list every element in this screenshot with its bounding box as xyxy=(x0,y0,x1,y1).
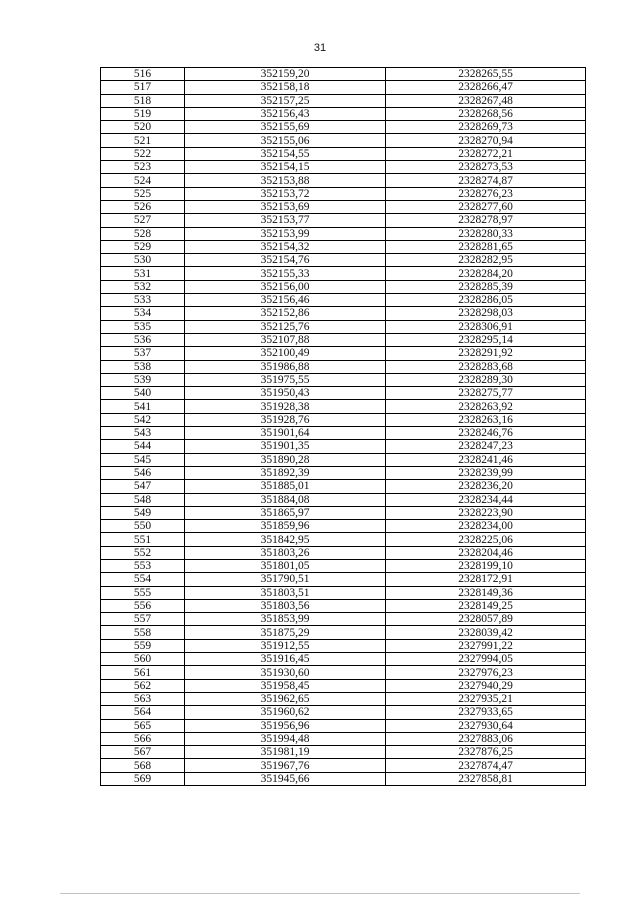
y-coordinate-cell: 2328239,99 xyxy=(386,466,586,479)
x-coordinate-cell: 351803,56 xyxy=(185,599,386,612)
point-number-cell: 529 xyxy=(101,240,185,253)
point-number-cell: 557 xyxy=(101,613,185,626)
y-coordinate-cell: 2327930,64 xyxy=(386,719,586,732)
point-number-cell: 567 xyxy=(101,746,185,759)
y-coordinate-cell: 2328274,87 xyxy=(386,174,586,187)
x-coordinate-cell: 351801,05 xyxy=(185,559,386,572)
point-number-cell: 540 xyxy=(101,387,185,400)
table-row xyxy=(101,94,586,107)
table-row xyxy=(101,613,586,626)
y-coordinate-cell: 2328282,95 xyxy=(386,254,586,267)
table-row xyxy=(101,746,586,759)
point-number-cell: 526 xyxy=(101,200,185,213)
point-number-cell: 558 xyxy=(101,626,185,639)
x-coordinate-cell: 351803,51 xyxy=(185,586,386,599)
y-coordinate-cell: 2327883,06 xyxy=(386,732,586,745)
point-number-cell: 538 xyxy=(101,360,185,373)
point-number-cell: 564 xyxy=(101,706,185,719)
x-coordinate-cell: 352155,06 xyxy=(185,134,386,147)
y-coordinate-cell: 2328276,23 xyxy=(386,187,586,200)
table-row xyxy=(101,546,586,559)
y-coordinate-cell: 2328275,77 xyxy=(386,387,586,400)
x-coordinate-cell: 352155,69 xyxy=(185,121,386,134)
table-row xyxy=(101,413,586,426)
y-coordinate-cell: 2328236,20 xyxy=(386,480,586,493)
x-coordinate-cell: 352153,99 xyxy=(185,227,386,240)
y-coordinate-cell: 2328283,68 xyxy=(386,360,586,373)
y-coordinate-cell: 2328277,60 xyxy=(386,200,586,213)
table-row xyxy=(101,692,586,705)
table-row xyxy=(101,81,586,94)
point-number-cell: 530 xyxy=(101,254,185,267)
point-number-cell: 518 xyxy=(101,94,185,107)
point-number-cell: 545 xyxy=(101,453,185,466)
point-number-cell: 539 xyxy=(101,373,185,386)
point-number-cell: 523 xyxy=(101,161,185,174)
x-coordinate-cell: 352153,88 xyxy=(185,174,386,187)
x-coordinate-cell: 351865,97 xyxy=(185,506,386,519)
y-coordinate-cell: 2328298,03 xyxy=(386,307,586,320)
y-coordinate-cell: 2327935,21 xyxy=(386,692,586,705)
point-number-cell: 554 xyxy=(101,573,185,586)
point-number-cell: 522 xyxy=(101,147,185,160)
point-number-cell: 551 xyxy=(101,533,185,546)
table-row xyxy=(101,254,586,267)
point-number-cell: 521 xyxy=(101,134,185,147)
point-number-cell: 516 xyxy=(101,68,185,81)
y-coordinate-cell: 2328263,16 xyxy=(386,413,586,426)
point-number-cell: 543 xyxy=(101,427,185,440)
point-number-cell: 550 xyxy=(101,520,185,533)
y-coordinate-cell: 2328204,46 xyxy=(386,546,586,559)
y-coordinate-cell: 2328266,47 xyxy=(386,81,586,94)
y-coordinate-cell: 2327994,05 xyxy=(386,653,586,666)
x-coordinate-cell: 352155,33 xyxy=(185,267,386,280)
table-row xyxy=(101,559,586,572)
point-number-cell: 568 xyxy=(101,759,185,772)
table-row xyxy=(101,320,586,333)
point-number-cell: 533 xyxy=(101,294,185,307)
point-number-cell: 537 xyxy=(101,347,185,360)
x-coordinate-cell: 351884,08 xyxy=(185,493,386,506)
x-coordinate-cell: 351962,65 xyxy=(185,692,386,705)
table-row xyxy=(101,679,586,692)
table-row xyxy=(101,480,586,493)
point-number-cell: 555 xyxy=(101,586,185,599)
x-coordinate-cell: 352156,00 xyxy=(185,280,386,293)
table-row xyxy=(101,134,586,147)
point-number-cell: 544 xyxy=(101,440,185,453)
point-number-cell: 562 xyxy=(101,679,185,692)
point-number-cell: 547 xyxy=(101,480,185,493)
point-number-cell: 519 xyxy=(101,107,185,120)
x-coordinate-cell: 351960,62 xyxy=(185,706,386,719)
coordinates-table xyxy=(100,67,586,786)
y-coordinate-cell: 2328149,25 xyxy=(386,599,586,612)
table-row xyxy=(101,161,586,174)
point-number-cell: 520 xyxy=(101,121,185,134)
y-coordinate-cell: 2328273,53 xyxy=(386,161,586,174)
y-coordinate-cell: 2327858,81 xyxy=(386,772,586,785)
x-coordinate-cell: 351859,96 xyxy=(185,520,386,533)
y-coordinate-cell: 2328172,91 xyxy=(386,573,586,586)
table-row xyxy=(101,520,586,533)
table-row xyxy=(101,280,586,293)
y-coordinate-cell: 2328270,94 xyxy=(386,134,586,147)
table-row xyxy=(101,227,586,240)
y-coordinate-cell: 2328272,21 xyxy=(386,147,586,160)
x-coordinate-cell: 351916,45 xyxy=(185,653,386,666)
y-coordinate-cell: 2328285,39 xyxy=(386,280,586,293)
y-coordinate-cell: 2327874,47 xyxy=(386,759,586,772)
table-row xyxy=(101,626,586,639)
y-coordinate-cell: 2328281,65 xyxy=(386,240,586,253)
table-row xyxy=(101,387,586,400)
table-row xyxy=(101,719,586,732)
point-number-cell: 536 xyxy=(101,333,185,346)
point-number-cell: 556 xyxy=(101,599,185,612)
y-coordinate-cell: 2328263,92 xyxy=(386,400,586,413)
x-coordinate-cell: 351853,99 xyxy=(185,613,386,626)
table-row xyxy=(101,706,586,719)
y-coordinate-cell: 2327991,22 xyxy=(386,639,586,652)
table-row xyxy=(101,373,586,386)
y-coordinate-cell: 2328295,14 xyxy=(386,333,586,346)
table-row xyxy=(101,666,586,679)
table-row xyxy=(101,586,586,599)
x-coordinate-cell: 351901,64 xyxy=(185,427,386,440)
x-coordinate-cell: 351967,76 xyxy=(185,759,386,772)
point-number-cell: 535 xyxy=(101,320,185,333)
point-number-cell: 546 xyxy=(101,466,185,479)
table-row xyxy=(101,121,586,134)
x-coordinate-cell: 351928,76 xyxy=(185,413,386,426)
point-number-cell: 549 xyxy=(101,506,185,519)
point-number-cell: 527 xyxy=(101,214,185,227)
x-coordinate-cell: 352156,43 xyxy=(185,107,386,120)
y-coordinate-cell: 2328223,90 xyxy=(386,506,586,519)
x-coordinate-cell: 351803,26 xyxy=(185,546,386,559)
point-number-cell: 552 xyxy=(101,546,185,559)
x-coordinate-cell: 351890,28 xyxy=(185,453,386,466)
x-coordinate-cell: 351956,96 xyxy=(185,719,386,732)
x-coordinate-cell: 351958,45 xyxy=(185,679,386,692)
y-coordinate-cell: 2328247,23 xyxy=(386,440,586,453)
table-row xyxy=(101,214,586,227)
table-row xyxy=(101,599,586,612)
table-row xyxy=(101,400,586,413)
table-row xyxy=(101,333,586,346)
y-coordinate-cell: 2328291,92 xyxy=(386,347,586,360)
table-row xyxy=(101,653,586,666)
y-coordinate-cell: 2328265,55 xyxy=(386,68,586,81)
x-coordinate-cell: 352107,88 xyxy=(185,333,386,346)
x-coordinate-cell: 351928,38 xyxy=(185,400,386,413)
point-number-cell: 560 xyxy=(101,653,185,666)
y-coordinate-cell: 2328284,20 xyxy=(386,267,586,280)
table-row xyxy=(101,533,586,546)
x-coordinate-cell: 352100,49 xyxy=(185,347,386,360)
x-coordinate-cell: 352153,77 xyxy=(185,214,386,227)
table-row xyxy=(101,174,586,187)
table-row xyxy=(101,147,586,160)
y-coordinate-cell: 2328269,73 xyxy=(386,121,586,134)
x-coordinate-cell: 352153,69 xyxy=(185,200,386,213)
y-coordinate-cell: 2328234,44 xyxy=(386,493,586,506)
point-number-cell: 528 xyxy=(101,227,185,240)
table-row xyxy=(101,68,586,81)
table-row xyxy=(101,440,586,453)
table-row xyxy=(101,453,586,466)
table-row xyxy=(101,267,586,280)
y-coordinate-cell: 2328289,30 xyxy=(386,373,586,386)
point-number-cell: 563 xyxy=(101,692,185,705)
table-row xyxy=(101,240,586,253)
x-coordinate-cell: 352125,76 xyxy=(185,320,386,333)
point-number-cell: 517 xyxy=(101,81,185,94)
x-coordinate-cell: 351945,66 xyxy=(185,772,386,785)
point-number-cell: 541 xyxy=(101,400,185,413)
x-coordinate-cell: 351950,43 xyxy=(185,387,386,400)
page-number: 31 xyxy=(313,42,327,54)
x-coordinate-cell: 351790,51 xyxy=(185,573,386,586)
point-number-cell: 532 xyxy=(101,280,185,293)
table-row xyxy=(101,427,586,440)
table-row xyxy=(101,759,586,772)
x-coordinate-cell: 351930,60 xyxy=(185,666,386,679)
y-coordinate-cell: 2327976,23 xyxy=(386,666,586,679)
x-coordinate-cell: 352159,20 xyxy=(185,68,386,81)
y-coordinate-cell: 2328199,10 xyxy=(386,559,586,572)
table-row xyxy=(101,639,586,652)
table-row xyxy=(101,307,586,320)
x-coordinate-cell: 351981,19 xyxy=(185,746,386,759)
point-number-cell: 553 xyxy=(101,559,185,572)
point-number-cell: 524 xyxy=(101,174,185,187)
y-coordinate-cell: 2328225,06 xyxy=(386,533,586,546)
y-coordinate-cell: 2328057,89 xyxy=(386,613,586,626)
x-coordinate-cell: 351975,55 xyxy=(185,373,386,386)
point-number-cell: 548 xyxy=(101,493,185,506)
table-row xyxy=(101,772,586,785)
y-coordinate-cell: 2328234,00 xyxy=(386,520,586,533)
point-number-cell: 566 xyxy=(101,732,185,745)
point-number-cell: 525 xyxy=(101,187,185,200)
x-coordinate-cell: 352156,46 xyxy=(185,294,386,307)
y-coordinate-cell: 2328149,36 xyxy=(386,586,586,599)
y-coordinate-cell: 2327933,65 xyxy=(386,706,586,719)
point-number-cell: 565 xyxy=(101,719,185,732)
y-coordinate-cell: 2328039,42 xyxy=(386,626,586,639)
x-coordinate-cell: 351885,01 xyxy=(185,480,386,493)
x-coordinate-cell: 351892,39 xyxy=(185,466,386,479)
table-row xyxy=(101,200,586,213)
coordinates-table-body xyxy=(101,68,586,786)
point-number-cell: 542 xyxy=(101,413,185,426)
table-row xyxy=(101,294,586,307)
x-coordinate-cell: 352157,25 xyxy=(185,94,386,107)
scan-artifact-line xyxy=(60,893,580,894)
y-coordinate-cell: 2328278,97 xyxy=(386,214,586,227)
x-coordinate-cell: 352154,15 xyxy=(185,161,386,174)
table-row xyxy=(101,493,586,506)
x-coordinate-cell: 351912,55 xyxy=(185,639,386,652)
table-row xyxy=(101,187,586,200)
x-coordinate-cell: 352158,18 xyxy=(185,81,386,94)
table-row xyxy=(101,506,586,519)
y-coordinate-cell: 2328267,48 xyxy=(386,94,586,107)
y-coordinate-cell: 2328241,46 xyxy=(386,453,586,466)
point-number-cell: 559 xyxy=(101,639,185,652)
y-coordinate-cell: 2327876,25 xyxy=(386,746,586,759)
y-coordinate-cell: 2328286,05 xyxy=(386,294,586,307)
x-coordinate-cell: 352154,32 xyxy=(185,240,386,253)
point-number-cell: 569 xyxy=(101,772,185,785)
x-coordinate-cell: 352154,55 xyxy=(185,147,386,160)
x-coordinate-cell: 351901,35 xyxy=(185,440,386,453)
y-coordinate-cell: 2328268,56 xyxy=(386,107,586,120)
point-number-cell: 534 xyxy=(101,307,185,320)
table-row xyxy=(101,347,586,360)
x-coordinate-cell: 352152,86 xyxy=(185,307,386,320)
x-coordinate-cell: 351842,95 xyxy=(185,533,386,546)
table-row xyxy=(101,360,586,373)
x-coordinate-cell: 351994,48 xyxy=(185,732,386,745)
y-coordinate-cell: 2328306,91 xyxy=(386,320,586,333)
x-coordinate-cell: 352154,76 xyxy=(185,254,386,267)
y-coordinate-cell: 2328280,33 xyxy=(386,227,586,240)
point-number-cell: 561 xyxy=(101,666,185,679)
table-row xyxy=(101,466,586,479)
y-coordinate-cell: 2328246,76 xyxy=(386,427,586,440)
point-number-cell: 531 xyxy=(101,267,185,280)
table-row xyxy=(101,573,586,586)
y-coordinate-cell: 2327940,29 xyxy=(386,679,586,692)
table-row xyxy=(101,107,586,120)
x-coordinate-cell: 351986,88 xyxy=(185,360,386,373)
x-coordinate-cell: 351875,29 xyxy=(185,626,386,639)
x-coordinate-cell: 352153,72 xyxy=(185,187,386,200)
table-row xyxy=(101,732,586,745)
